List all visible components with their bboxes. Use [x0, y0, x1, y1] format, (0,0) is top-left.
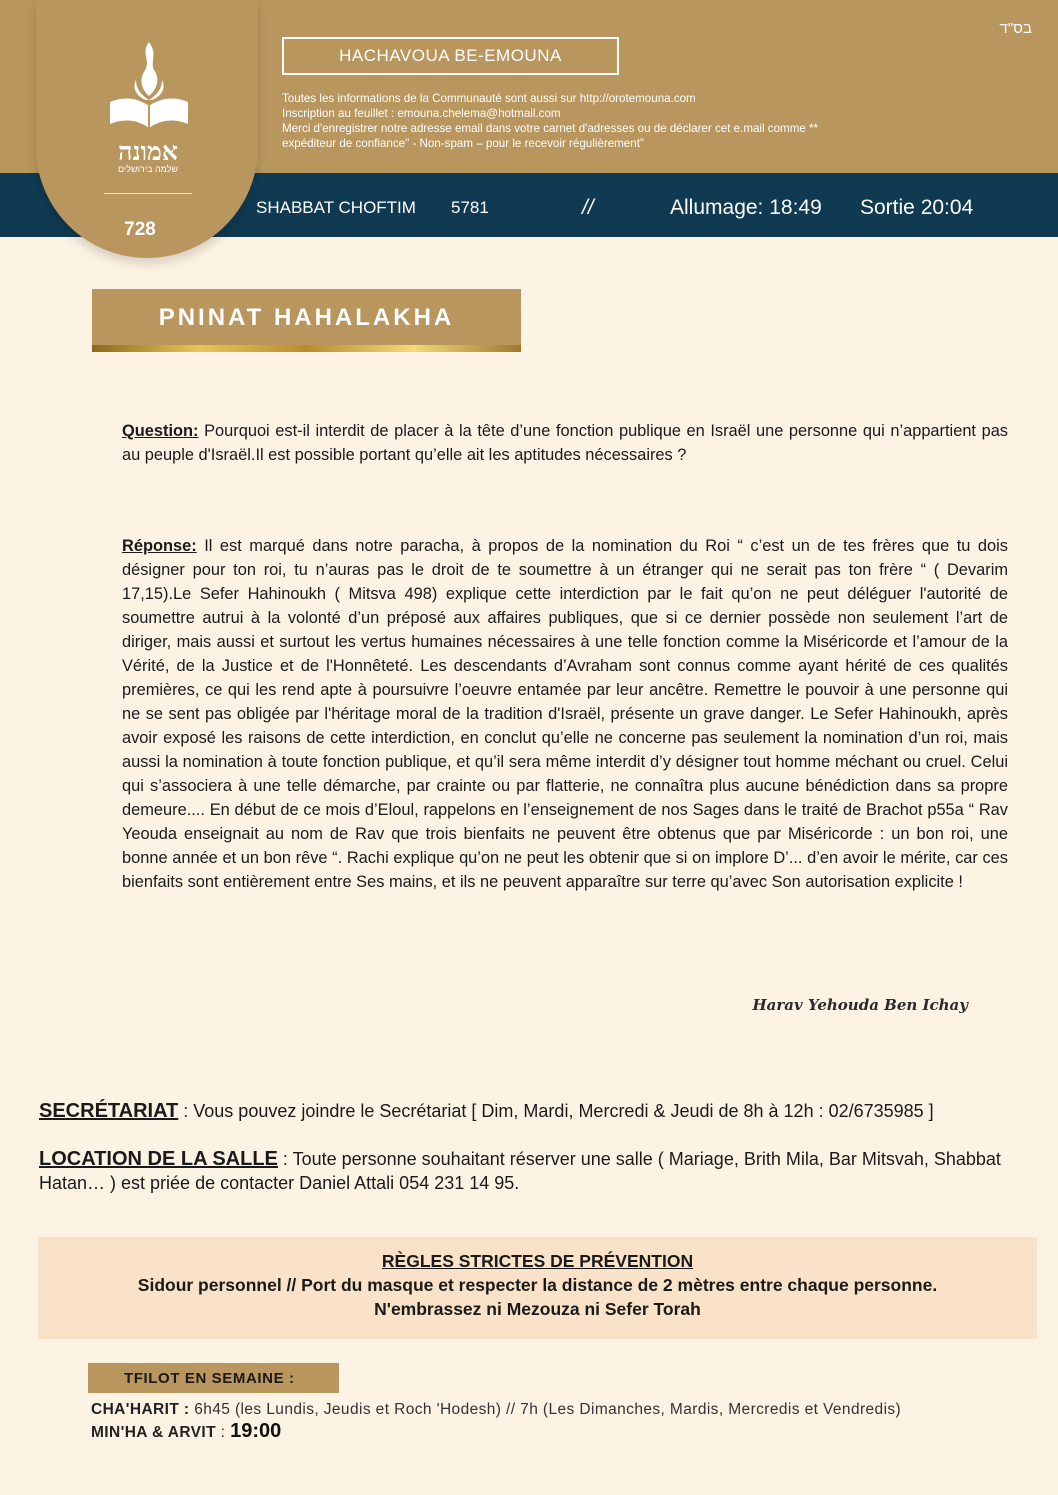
bsd-mark: בס"ד	[999, 20, 1032, 37]
hall-rental-label: LOCATION DE LA SALLE	[39, 1148, 278, 1170]
question-text: Pourquoi est-il interdit de placer à la tête d’une fonction publique en Israël une personne qui n’appartient pas au peuple d'Israël.Il est possible portant qu’elle ait les aptitudes nécessaires ?	[122, 422, 1008, 464]
rules-line: Sidour personnel // Port du masque et respecter la distance de 2 mètres entre chaque personne.	[137, 1275, 938, 1295]
gold-underline	[92, 345, 521, 352]
secretariat-text: : Vous pouvez joindre le Secrétariat [ Dim, Mardi, Mercredi & Jeudi de 8h à 12h : 02/6735985 ]	[178, 1101, 934, 1121]
issue-number: 728	[124, 219, 156, 240]
prevention-rules-box	[38, 1237, 1037, 1339]
separator: //	[582, 196, 594, 219]
rules-title: RÈGLES STRICTES DE PRÉVENTION	[381, 1251, 694, 1271]
hall-rental-notice	[39, 1147, 1029, 1195]
minha-time: 19:00	[230, 1420, 282, 1442]
author-signature: Harav Yehouda Ben Ichay	[752, 996, 968, 1014]
candle-lighting-time: Allumage: 18:49	[670, 196, 822, 219]
secretariat-notice	[39, 1099, 1029, 1123]
info-line: Inscription au feuillet : emouna.chelema@hotmail.com	[282, 107, 561, 120]
shaharit-schedule	[91, 1401, 901, 1419]
weekday-prayers-title: TFILOT EN SEMAINE :	[88, 1363, 339, 1393]
header-info	[282, 91, 982, 151]
flame-book-logo-icon	[106, 40, 192, 136]
shabbat-name: SHABBAT CHOFTIM	[256, 198, 416, 217]
hebrew-year: 5781	[451, 198, 489, 217]
logo-subtitle: שלמה בירושלים	[117, 164, 178, 174]
shaharit-label: CHA'HARIT :	[91, 1401, 190, 1418]
secretariat-label: SECRÉTARIAT	[39, 1100, 179, 1122]
shabbat-end-time: Sortie 20:04	[860, 196, 974, 219]
info-line: expéditeur de confiance" - Non-spam – pour le recevoir régulièrement"	[282, 137, 645, 150]
logo-hebrew-text: אמונה	[118, 137, 178, 166]
info-line: Toutes les informations de la Communauté sont aussi sur http://orotemouna.com	[282, 92, 696, 105]
question-label: Question:	[122, 422, 199, 440]
divider	[104, 193, 192, 194]
answer-text: Il est marqué dans notre paracha, à propos de la nomination du Roi “ c’est un de tes frères que tu dois désigner pour ton roi, tu n’auras pas le droit de te soumettre à un étranger qui ne serait pas ton frère “ ( Devarim 17,15).Le Sefer Hahinoukh ( Mitsva 498) explique cette interdiction par le fait qu’on ne peut déléguer l'autorité de soumettre autrui à la volonté d’un préposé aux affaires publiques, que si ce dernier possède non seulement l’art de diriger, mais aussi et surtout les vertus humaines nécessaires à une telle fonction comme la Miséricorde et l’amour de la Vérité, de la Justice et de l'Honnêteté. Les descendants d’Avraham sont connus comme ayant hérité de ces qualités premières, ce qui les rend apte à poursuivre l’oeuvre entamée par leur ancêtre. Remettre le pouvoir à une personne qui ne se sent pas obligée par l'héritage moral de la tradition d'Israël, présente un grave danger. Le Sefer Hahinoukh, après avoir exposé les raisons de cette interdiction, en conclut qu’elle ne concerne pas seulement la nomination d’un roi, mais aussi la nomination à toute fonction publique, et qu’il sera même interdit d’y désigner tout homme méchant ou cruel. Celui qui s’associera à une telle démarche, par crainte ou par flatterie, ne connaîtra plus aucune bénédiction dans sa propre demeure.... En début de ce mois d’Eloul, rappelons en l’enseignement de nos Sages dans le traité de Brachot p55a “ Rav Yeouda enseignait au nom de Rav que trois bienfaits ne peuvent être obtenus que par Miséricorde : un bon roi, une bonne année et un bon rêve “. Rachi explique qu’on ne peut les obtenir que si on implore D’... d’en avoir le mérite, car ces bienfaits sont entièrement entre Ses mains, et ils ne peuvent apparaître sur terre qu’avec Son autorisation explicite !	[122, 537, 1008, 891]
answer-label: Réponse:	[122, 537, 197, 555]
newsletter-title: HACHAVOUA BE-EMOUNA	[282, 37, 619, 75]
question-paragraph	[122, 419, 1008, 467]
answer-paragraph	[122, 534, 1008, 894]
hall-rental-text: : Toute personne souhaitant réserver une salle ( Mariage, Brith Mila, Bar Mitsvah, Shabbat Hatan… ) est priée de contacter Daniel Attali 054 231 14 95.	[39, 1149, 1001, 1193]
info-line: Merci d'enregistrer notre adresse email dans votre carnet d'adresses ou de déclarer cet e.mail comme **	[282, 122, 819, 135]
minha-separator: :	[215, 1424, 231, 1441]
section-title: PNINAT HAHALAKHA	[92, 289, 521, 352]
rules-line: N'embrassez ni Mezouza ni Sefer Torah	[374, 1299, 701, 1319]
minha-label: MIN'HA & ARVIT	[91, 1424, 216, 1441]
minha-schedule	[91, 1420, 281, 1443]
shaharit-times: 6h45 (les Lundis, Jeudis et Roch 'Hodesh) // 7h (Les Dimanches, Mardis, Mercredis et Vendredis)	[189, 1401, 902, 1418]
